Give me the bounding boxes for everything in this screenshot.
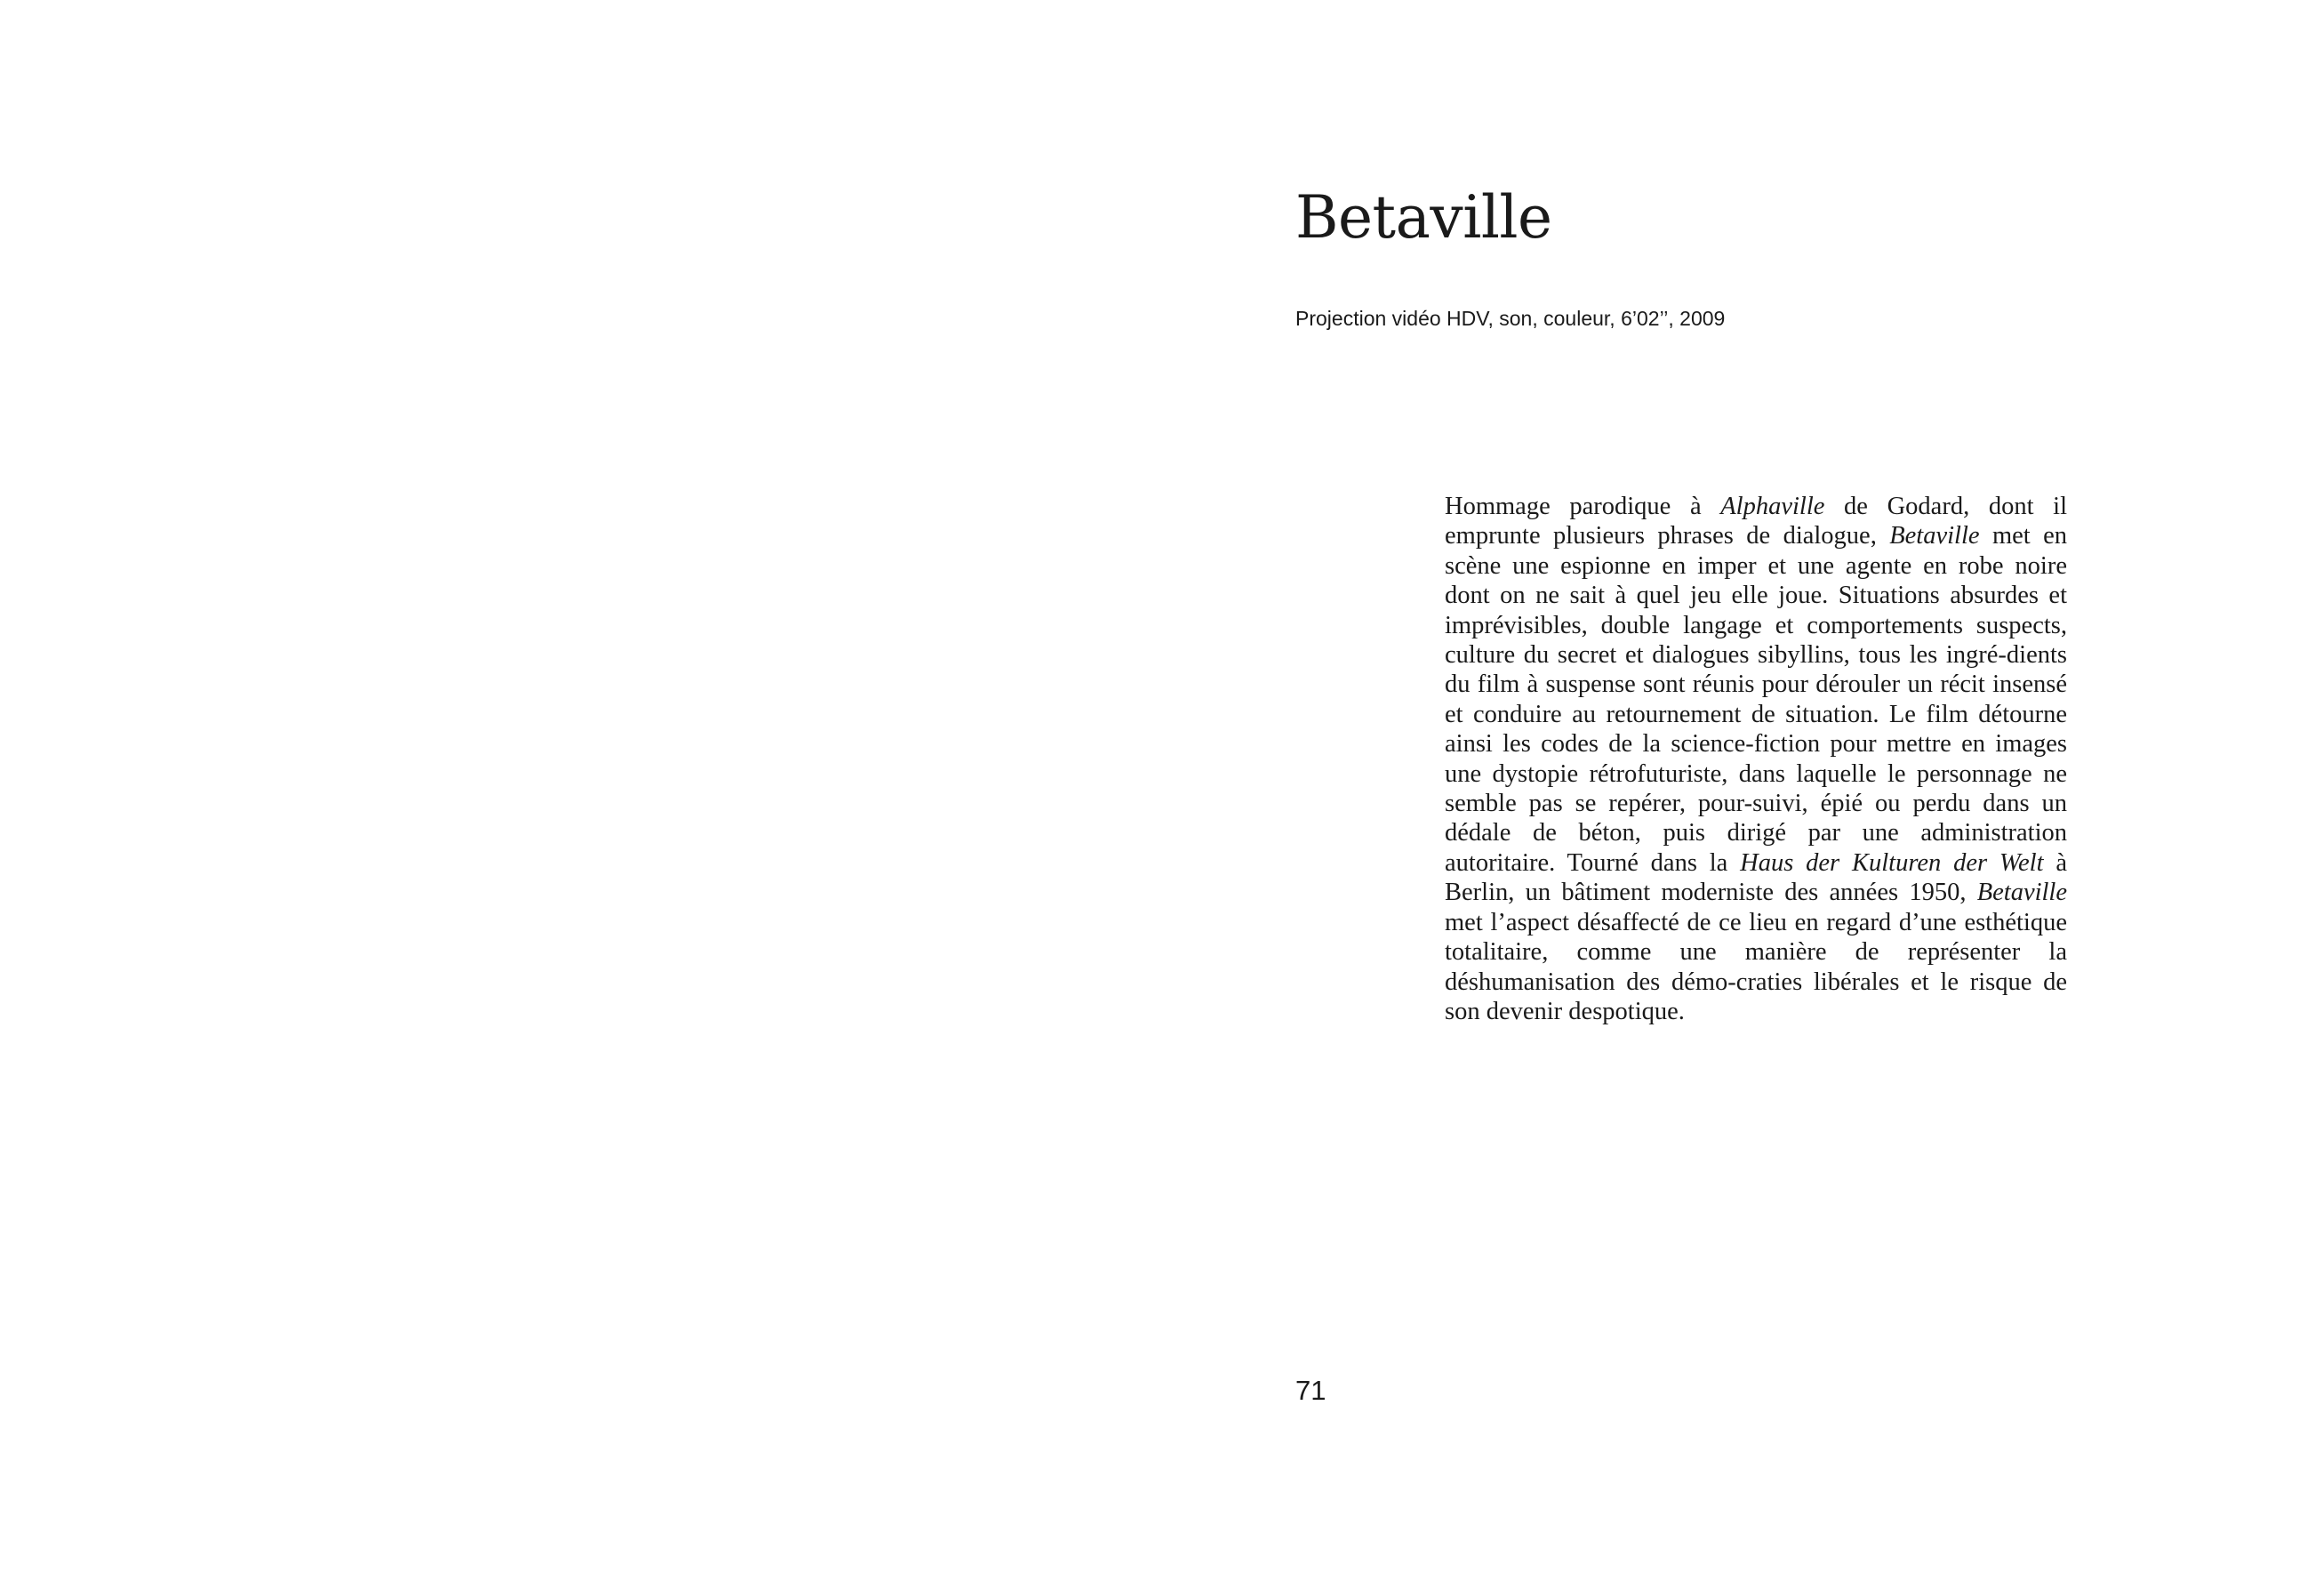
page-title: Betaville <box>1295 183 1552 252</box>
artwork-details: Projection vidéo HDV, son, couleur, 6’02’’, 2009 <box>1295 307 1726 330</box>
building-name: Haus der Kulturen der Welt <box>1740 848 2044 877</box>
description-paragraph <box>1445 492 2067 1026</box>
body-text-2: de Godard, dont il emprunte plusieurs phrases de dialogue, <box>1445 493 2067 550</box>
body-text-5: met l’aspect désaffecté de ce lieu en regard d’une esthétique totalitaire, comme une manière de représenter la déshumanisation des démo-craties libérales et le risque de son devenir despotique. <box>1445 908 2067 1025</box>
film-title-betaville-2: Betaville <box>1976 879 2067 907</box>
right-page <box>1162 0 2324 1582</box>
page-number: 71 <box>1295 1375 1326 1406</box>
body-text-1: Hommage parodique à <box>1445 493 1721 520</box>
film-title-betaville: Betaville <box>1889 522 1980 550</box>
film-title-alphaville: Alphaville <box>1720 493 1825 520</box>
body-text-3: met en scène une espionne en imper et une agente en robe noire dont on ne sait à quel jeu elle joue. Situations absurdes et imprévisibles, double langage et comportements suspects, culture du secret et dialogues sibyllins, tous les ingré-dients du film à suspense sont réunis pour dérouler un récit insensé et conduire au retournement de situation. Le film détourne ainsi les codes de la science-fiction pour mettre en images une dystopie rétrofuturiste, dans laquelle le personnage ne semble pas se repérer, pour-suivi, épié ou perdu dans un dédale de béton, puis dirigé par une administration autoritaire. Tourné dans la <box>1445 522 2067 877</box>
body-text-4: à Berlin, un bâtiment moderniste des années 1950, <box>1445 848 2067 907</box>
